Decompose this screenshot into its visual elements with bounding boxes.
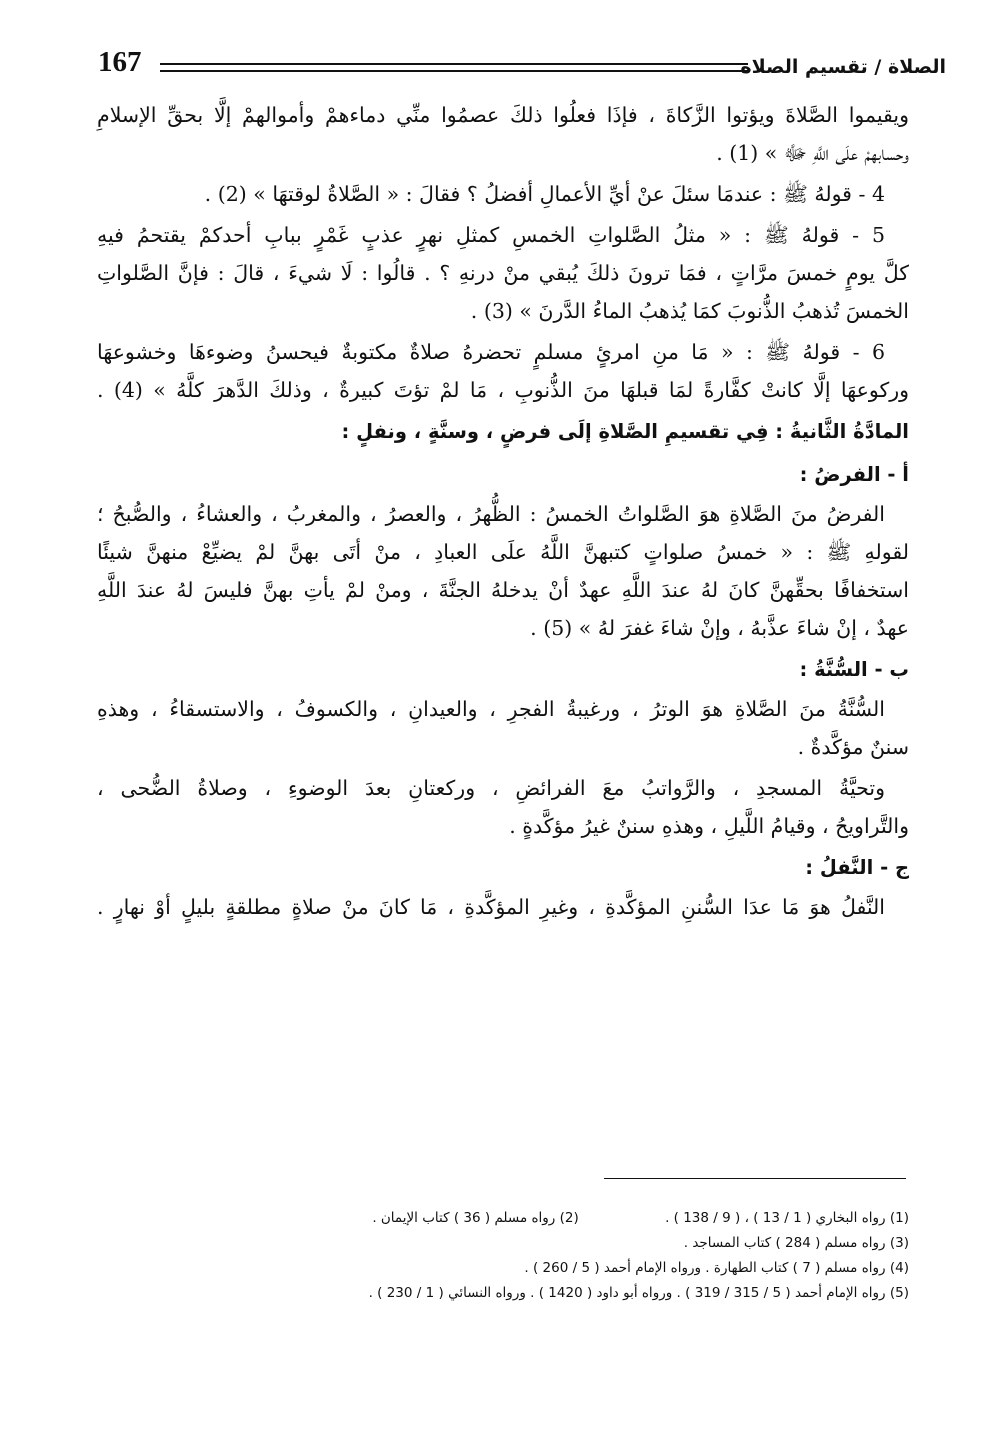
page-body <box>97 96 909 926</box>
page-header <box>98 46 946 86</box>
footnote-2: (2) رواه مسلم ( 36 ) كتاب الإيمان . <box>372 1210 579 1226</box>
hadith-4: 4 - قولهُ ﷺ : عندمَا سئلَ عنْ أيِّ الأعمالِ أفضلُ ؟ فقالَ : « الصَّلاةُ لوقتهَا » (2) . <box>204 182 885 206</box>
footnote-5: (5) رواه الإمام أحمد ( 5 / 315 / 319 ) . ورواه أبو داود ( 1420 ) . ورواه النسائي ( 1 / 230 ) . <box>368 1285 909 1301</box>
page-number: 167 <box>98 46 142 78</box>
text-line: كلَّ يومٍ خمسَ مرَّاتٍ ، فمَا ترونَ ذلكَ يُبقي منْ درنهِ ؟ . قالُوا : لَا شيءَ ، قالَ : فإنَّ الصَّلواتِ <box>97 261 909 285</box>
text-line: والتَّراويحُ ، وقيامُ اللَّيلِ ، وهذهِ سننٌ غيرُ مؤكَّدةٍ . <box>509 814 909 838</box>
footnote-1: (1) رواه البخاري ( 1 / 13 ) ، ( 9 / 138 ) . <box>665 1210 909 1226</box>
footnotes <box>97 1206 909 1306</box>
footnote-row <box>97 1206 909 1231</box>
subheading-nafl: ج - النَّفلُ : <box>805 856 909 879</box>
header-rule <box>160 63 748 72</box>
text-line: السُّنَّةُ منَ الصَّلاةِ هوَ الوترُ ، ورغيبةُ الفجرِ ، والعيدانِ ، والكسوفُ ، والاستسقاءُ ، وهذهِ <box>97 697 885 721</box>
section-heading: المادَّةُ الثَّانيةُ : فِي تقسيمِ الصَّلاةِ إلَى فرضٍ ، وسنَّةٍ ، ونفلٍ : <box>341 420 909 443</box>
text-line: وحسابهمْ علَى اللَّهِ ﷻ » (1) . <box>716 141 909 165</box>
text-line: سننٌ مؤكَّدةٌ . <box>797 735 909 759</box>
footnote-4: (4) رواه مسلم ( 7 ) كتاب الطهارة . ورواه الإمام أحمد ( 5 / 260 ) . <box>524 1260 909 1276</box>
text-line: استخفافًا بحقِّهنَّ كانَ لهُ عندَ اللَّهِ عهدٌ أنْ يدخلهُ الجنَّةَ ، ومنْ لمْ يأتِ بهنَّ فليسَ لهُ عندَ اللَّهِ <box>97 578 909 602</box>
text-line: وركوعهَا إلَّا كانتْ كفَّارةً لمَا قبلهَا منَ الذُّنوبِ ، مَا لمْ تؤتَ كبيرةٌ ، وذلكَ الدَّهرَ كلَّهُ » (4) . <box>97 378 909 402</box>
text-line: لقولهِ ﷺ : « خمسُ صلواتٍ كتبهنَّ اللَّهُ علَى العبادِ ، منْ أتَى بهنَّ لمْ يضيِّعْ منهنَّ شيئًا <box>97 540 909 564</box>
text-line: عهدٌ ، إنْ شاءَ عذَّبهُ ، وإنْ شاءَ غفرَ لهُ » (5) . <box>530 616 909 640</box>
text-line: الخمسَ تُذهبُ الذُّنوبَ كمَا يُذهبُ الماءُ الدَّرنَ » (3) . <box>470 299 909 323</box>
text-line: وتحيَّةُ المسجدِ ، والرَّواتبُ معَ الفرائضِ ، وركعتانِ بعدَ الوضوءِ ، وصلاةُ الضُّحى ، <box>97 776 885 800</box>
hadith-5: 5 - قولهُ ﷺ : « مثلُ الصَّلواتِ الخمسِ كمثلِ نهرٍ عذبٍ غَمْرٍ ببابِ أحدكمْ يقتحمُ فيهِ <box>97 223 885 247</box>
hadith-6: 6 - قولهُ ﷺ : « مَا منِ امرئٍ مسلمٍ تحضرهُ صلاةٌ مكتوبةٌ فيحسنُ وضوءهَا وخشوعهَا <box>97 340 885 364</box>
text-line: الفرضُ منَ الصَّلاةِ هوَ الصَّلواتُ الخمسُ : الظُّهرُ ، والعصرُ ، والمغربُ ، والعشاءُ ، والصُّبحُ ؛ <box>97 502 885 526</box>
text-line: ويقيموا الصَّلاةَ ويؤتوا الزَّكاةَ ، فإذَا فعلُوا ذلكَ عصمُوا منِّي دماءهمْ وأموالهمْ إلَّا بحقِّ الإسلامِ <box>97 103 909 127</box>
subheading-sunnah: ب - السُّنَّةُ : <box>799 658 909 681</box>
footnote-3: (3) رواه مسلم ( 284 ) كتاب المساجد . <box>683 1235 909 1251</box>
subheading-fard: أ - الفرضُ : <box>799 463 909 486</box>
running-title: الصلاة / تقسيم الصلاة <box>740 56 946 78</box>
footnote-divider <box>604 1178 906 1179</box>
text-line: النَّفلُ هوَ مَا عدَا السُّننِ المؤكَّدةِ ، وغيرِ المؤكَّدةِ ، مَا كانَ منْ صلاةٍ مطلقةٍ بليلٍ أوْ نهارٍ . <box>97 895 885 919</box>
